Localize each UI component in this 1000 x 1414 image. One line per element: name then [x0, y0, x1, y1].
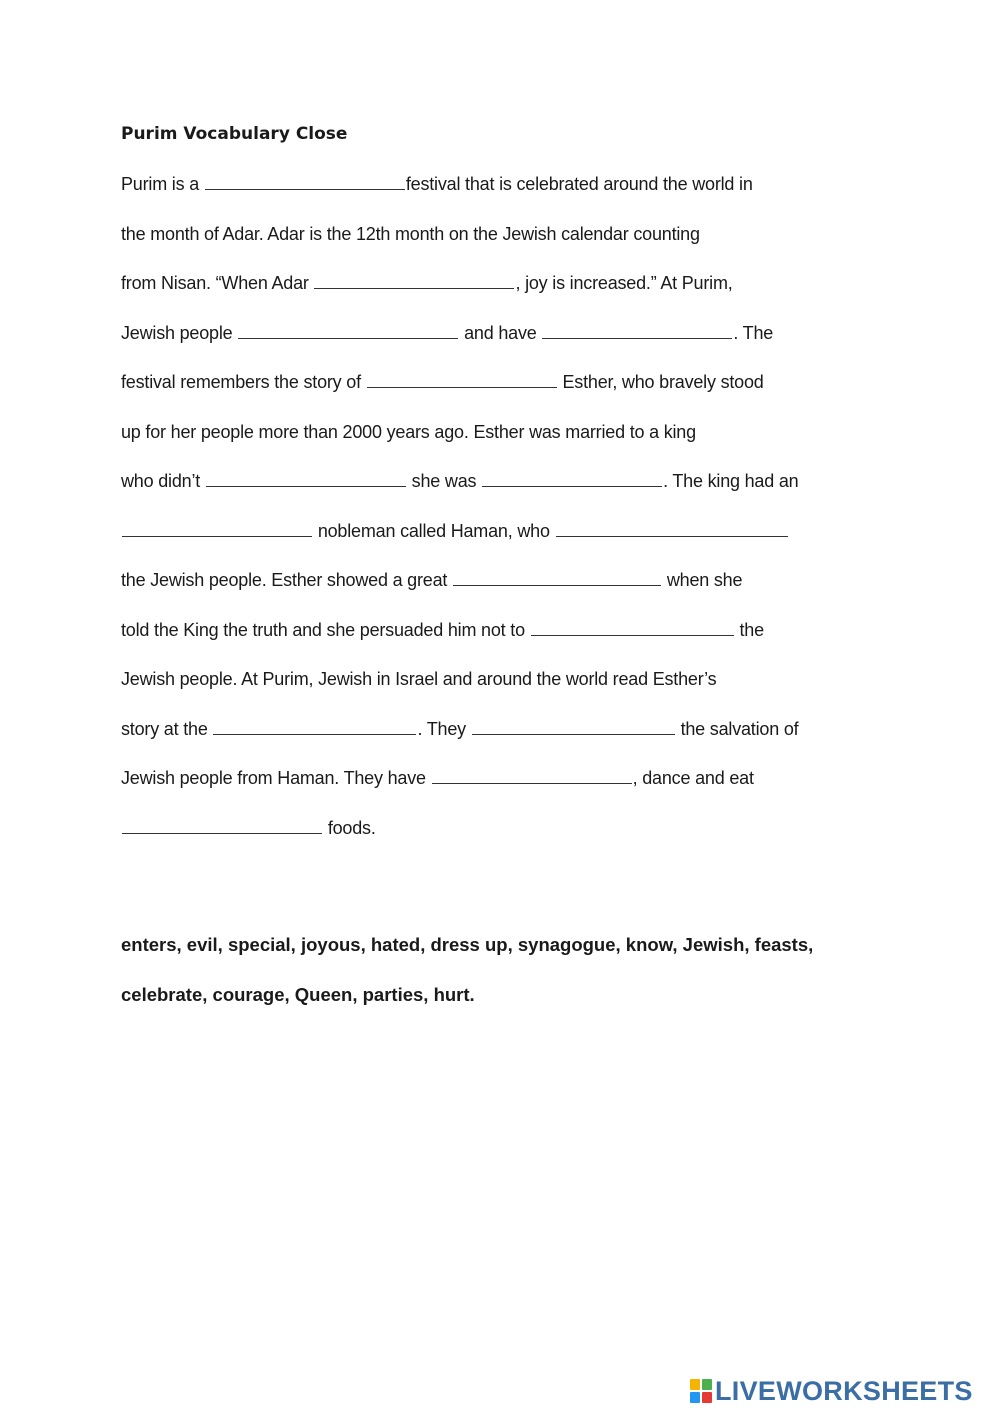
passage-line [121, 259, 911, 309]
logo-square [702, 1392, 712, 1403]
worksheet [121, 120, 911, 853]
answer-blank[interactable] [205, 171, 405, 190]
word-bank-line: celebrate, courage, Queen, parties, hurt. [121, 983, 475, 1005]
passage-text: festival that is celebrated around the world in [405, 174, 753, 194]
passage-line [121, 457, 911, 507]
passage-text: , dance and eat [632, 768, 754, 788]
passage-text: . They [417, 718, 471, 739]
passage-text: up for her people more than 2000 years ago. Esther was married to a king [121, 421, 696, 442]
answer-blank[interactable] [122, 518, 312, 537]
passage-text: story at the [121, 718, 213, 739]
passage-text: Purim is a [121, 174, 204, 194]
passage-line [121, 606, 911, 656]
answer-blank[interactable] [453, 567, 661, 586]
answer-blank[interactable] [206, 468, 406, 487]
answer-blank[interactable] [213, 716, 416, 735]
answer-blank[interactable] [122, 815, 322, 834]
passage-text: Esther, who bravely stood [562, 372, 764, 392]
passage-text: when she [666, 570, 743, 590]
passage-text: Jewish people from Haman. They have [121, 768, 431, 788]
passage-text: Jewish people. At Purim, Jewish in Israel and around the world read Esther’s [121, 669, 717, 689]
liveworksheets-logo-text: LIVEWORKSHEETS [715, 1375, 973, 1406]
liveworksheets-logo-icon [690, 1379, 712, 1403]
worksheet-title: Purim Vocabulary Close [121, 124, 348, 144]
passage-text: . The [733, 322, 774, 343]
passage-text: , joy is increased.” At Purim, [515, 273, 733, 293]
logo-square [690, 1392, 700, 1403]
passage-line [121, 160, 911, 210]
answer-blank[interactable] [531, 617, 734, 636]
answer-blank[interactable] [556, 518, 788, 537]
passage-line [121, 408, 911, 458]
passage-text: . The king had an [663, 471, 799, 491]
word-bank [121, 920, 911, 1019]
passage-text: nobleman called Haman, who [317, 520, 550, 541]
answer-blank[interactable] [314, 270, 514, 289]
liveworksheets-logo[interactable] [690, 1374, 973, 1408]
passage-line [121, 754, 911, 804]
word-bank-line: enters, evil, special, joyous, hated, dress up, synagogue, know, Jewish, feasts, [121, 934, 814, 955]
passage-text: who didn’t [121, 471, 205, 491]
answer-blank[interactable] [542, 320, 732, 339]
answer-blank[interactable] [367, 369, 557, 388]
answer-blank[interactable] [472, 716, 675, 735]
passage-text: the salvation of [680, 718, 799, 739]
passage-text: the [739, 619, 764, 640]
answer-blank[interactable] [238, 320, 458, 339]
answer-blank[interactable] [482, 468, 662, 487]
passage-line [121, 655, 911, 705]
passage-text: festival remembers the story of [121, 372, 366, 392]
passage-line [121, 210, 911, 260]
passage-text: Jewish people [121, 322, 238, 343]
logo-square [702, 1379, 712, 1390]
logo-square [690, 1379, 700, 1390]
passage-text: foods. [327, 817, 376, 838]
answer-blank[interactable] [432, 765, 632, 784]
passage-text: from Nisan. “When Adar [121, 273, 314, 293]
passage-text: she was [411, 471, 482, 491]
passage-text: the month of Adar. Adar is the 12th month on the Jewish calendar counting [121, 223, 700, 244]
passage-text: told the King the truth and she persuaded him not to [121, 619, 530, 640]
passage-text: the Jewish people. Esther showed a great [121, 570, 453, 590]
passage-line [121, 309, 911, 359]
passage-line [121, 507, 911, 557]
passage-line [121, 556, 911, 606]
passage-line [121, 358, 911, 408]
passage-line [121, 804, 911, 854]
passage-text: and have [464, 322, 542, 343]
passage-line [121, 705, 911, 755]
